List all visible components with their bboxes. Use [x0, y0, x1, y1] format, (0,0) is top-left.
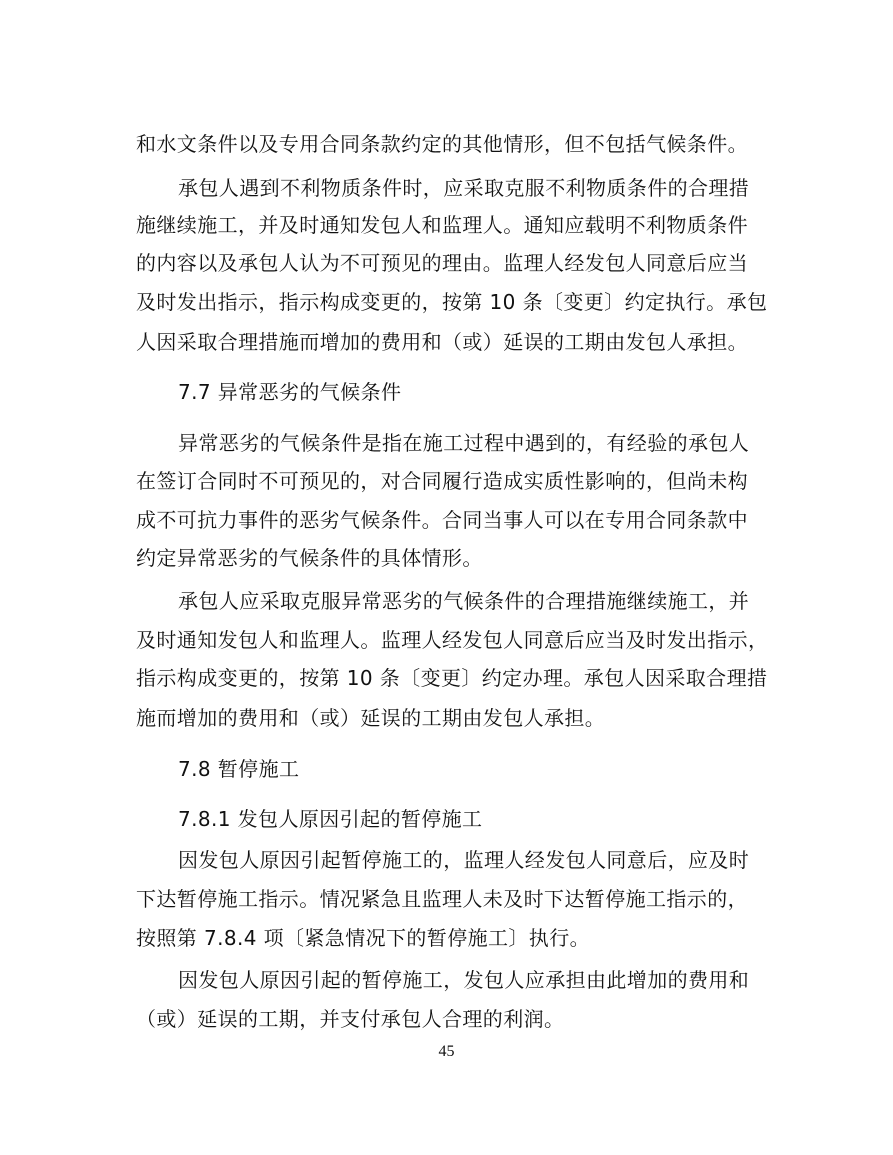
text-line: 施继续施工，并及时通知发包人和监理人。通知应载明不利物质条件 [136, 213, 748, 237]
text-line: 及时通知发包人和监理人。监理人经发包人同意后应当及时发出指示， [136, 628, 769, 652]
text-line: （或）延误的工期，并支付承包人合理的利润。 [136, 1007, 565, 1031]
text-line: 承包人遇到不利物质条件时，应采取克服不利物质条件的合理措 [178, 176, 750, 200]
section-heading-7-7: 7.7 异常恶劣的气候条件 [178, 380, 402, 404]
text-line: 下达暂停施工指示。情况紧急且监理人未及时下达暂停施工指示的， [136, 887, 748, 911]
text-line: 因发包人原因引起的暂停施工，发包人应承担由此增加的费用和 [178, 968, 750, 992]
text-line: 因发包人原因引起暂停施工的，监理人经发包人同意后，应及时 [178, 848, 750, 872]
text-line: 和水文条件以及专用合同条款约定的其他情形，但不包括气候条件。 [136, 132, 748, 156]
text-line: 承包人应采取克服异常恶劣的气候条件的合理措施继续施工，并 [178, 589, 750, 613]
text-line: 成不可抗力事件的恶劣气候条件。合同当事人可以在专用合同条款中 [136, 508, 748, 532]
text-line: 人因采取合理措施而增加的费用和（或）延误的工期由发包人承担。 [136, 330, 748, 354]
text-line: 施而增加的费用和（或）延误的工期由发包人承担。 [136, 706, 606, 730]
text-line: 按照第 7.8.4 项〔紧急情况下的暂停施工〕执行。 [136, 926, 591, 950]
text-line: 约定异常恶劣的气候条件的具体情形。 [136, 546, 483, 570]
text-line: 在签订合同时不可预见的，对合同履行造成实质性影响的，但尚未构 [136, 469, 748, 493]
subsection-heading-7-8-1: 7.8.1 发包人原因引起的暂停施工 [178, 807, 483, 831]
text-line: 指示构成变更的，按第 10 条〔变更〕约定办理。承包人因采取合理措 [136, 666, 768, 690]
text-line: 的内容以及承包人认为不可预见的理由。监理人经发包人同意后应当 [136, 251, 748, 275]
text-line: 异常恶劣的气候条件是指在施工过程中遇到的，有经验的承包人 [178, 431, 750, 455]
text-line: 及时发出指示，指示构成变更的，按第 10 条〔变更〕约定执行。承包 [136, 290, 768, 314]
section-heading-7-8: 7.8 暂停施工 [178, 757, 300, 781]
page-number: 45 [438, 1043, 455, 1060]
